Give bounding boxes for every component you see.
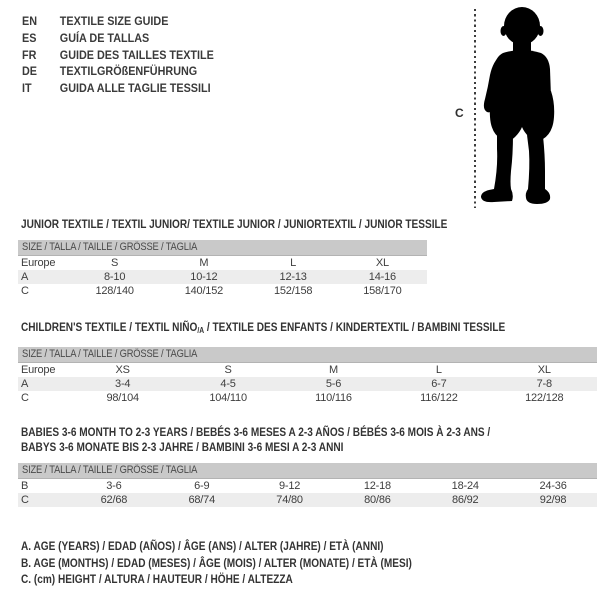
table-cell: 74/80 — [246, 493, 334, 507]
language-row — [22, 47, 214, 64]
table-size-header-text: SIZE / TALLA / TAILLE / GRÖSSE / TAGLIA — [22, 348, 198, 360]
language-code: ES — [22, 30, 37, 45]
note-age-months: B. AGE (MONTHS) / EDAD (MESES) / ÂGE (MOIS) / ALTER (MONATE) / ETÀ (MESI) — [21, 555, 412, 570]
table-cell: 8-10 — [70, 270, 159, 284]
table-cell: 92/98 — [509, 493, 597, 507]
row-label: Europe — [21, 364, 56, 376]
language-row — [22, 63, 214, 80]
table-cell: 140/152 — [184, 285, 224, 297]
table-size-header — [18, 347, 597, 363]
table-cell: 98/104 — [106, 392, 139, 404]
table-cell: S — [224, 364, 232, 376]
table-cell: 10-12 — [159, 270, 248, 284]
table-cell: 18-24 — [451, 480, 479, 492]
table-cell: M — [199, 257, 209, 269]
children-size-table — [18, 347, 597, 405]
row-label: A — [18, 377, 70, 391]
table-size-header-text: SIZE / TALLA / TAILLE / GRÖSSE / TAGLIA — [22, 464, 198, 476]
table-cell: 9-12 — [278, 480, 301, 492]
table-cell: 158/170 — [363, 285, 402, 297]
language-title: TEXTILGRÖßENFÜHRUNG — [59, 64, 198, 79]
note-height: C. (cm) HEIGHT / ALTURA / HAUTEUR / HÖHE / ALTEZZA — [21, 572, 293, 586]
table-cell: M — [328, 364, 338, 376]
table-cell: 12-18 — [363, 480, 391, 492]
language-code: FR — [22, 47, 37, 62]
children-title-subscript: /A — [197, 326, 205, 335]
language-title: TEXTILE SIZE GUIDE — [59, 14, 169, 28]
measure-label-c: C — [455, 106, 464, 120]
junior-size-table — [18, 240, 427, 298]
table-cell: 152/158 — [273, 285, 313, 297]
row-label: Europe — [21, 257, 56, 269]
row-label: B — [21, 480, 29, 492]
table-cell: 14-16 — [338, 270, 427, 284]
table-cell: S — [111, 257, 119, 269]
table-cell: XL — [537, 364, 551, 376]
children-title-rest: / TEXTILE DES ENFANTS / KINDERTEXTIL / BAMBINI TESSILE — [204, 320, 506, 334]
language-title: GUIDA ALLE TAGLIE TESSILI — [59, 81, 211, 96]
table-cell: L — [435, 364, 442, 376]
table-cell: 128/140 — [95, 285, 134, 297]
junior-section-title: JUNIOR TEXTILE / TEXTIL JUNIOR/ TEXTILE JUNIOR / JUNIORTEXTIL / JUNIOR TESSILE — [21, 217, 448, 231]
table-cell: 122/128 — [525, 392, 564, 404]
language-title: GUIDE DES TAILLES TEXTILE — [59, 47, 214, 62]
babies-title-line2: BABYS 3-6 MONATE BIS 2-3 JAHRE / BAMBINI 3-6 MESI A 2-3 ANNI — [21, 440, 344, 454]
table-cell: 3-4 — [70, 377, 175, 391]
row-label: C — [18, 493, 70, 507]
table-size-header-text: SIZE / TALLA / TAILLE / GRÖSSE / TAGLIA — [22, 241, 198, 253]
language-code: EN — [22, 14, 38, 28]
table-cell: 86/92 — [421, 493, 509, 507]
note-age-years: A. AGE (YEARS) / EDAD (AÑOS) / ÂGE (ANS) / ALTER (JAHRE) / ETÀ (ANNI) — [21, 539, 384, 553]
table-cell: 116/122 — [420, 392, 458, 404]
table-cell: L — [290, 257, 297, 269]
height-measure-line — [474, 9, 476, 208]
table-cell: 80/86 — [333, 493, 421, 507]
language-row — [22, 80, 214, 97]
table-cell: 4-5 — [175, 377, 280, 391]
language-row — [22, 30, 214, 47]
table-cell: 104/110 — [209, 392, 247, 404]
table-cell: 6-9 — [194, 480, 210, 492]
table-cell: 3-6 — [106, 480, 122, 492]
babies-title-line1: BABIES 3-6 MONTH TO 2-3 YEARS / BEBÉS 3-6 MESES A 2-3 AÑOS / BÉBÉS 3-6 MOIS À 2-3 ANS / — [21, 425, 491, 439]
baby-silhouette-icon — [477, 5, 569, 207]
table-cell: 110/116 — [315, 392, 352, 404]
language-title: GUÍA DE TALLAS — [59, 30, 150, 45]
language-row — [22, 13, 214, 30]
table-cell: 62/68 — [70, 493, 158, 507]
children-section-title — [21, 320, 505, 338]
row-label: C — [21, 285, 29, 297]
table-cell: 6-7 — [386, 377, 491, 391]
language-code: DE — [22, 64, 38, 79]
babies-size-table — [18, 463, 597, 507]
table-cell: 24-36 — [539, 480, 567, 492]
table-cell: 12-13 — [249, 270, 338, 284]
babies-section-title — [21, 425, 490, 455]
children-title-main: CHILDREN'S TEXTILE / TEXTIL NIÑO — [21, 320, 198, 334]
table-size-header — [18, 240, 427, 256]
row-label: A — [18, 270, 70, 284]
table-cell: 5-6 — [281, 377, 386, 391]
footnotes — [21, 538, 486, 588]
language-legend — [22, 13, 214, 97]
table-size-header — [18, 463, 597, 479]
table-cell: XL — [375, 257, 389, 269]
row-label: C — [21, 392, 29, 404]
language-code: IT — [22, 81, 32, 96]
table-cell: XS — [115, 364, 130, 376]
table-cell: 68/74 — [158, 493, 246, 507]
table-cell: 7-8 — [492, 377, 597, 391]
